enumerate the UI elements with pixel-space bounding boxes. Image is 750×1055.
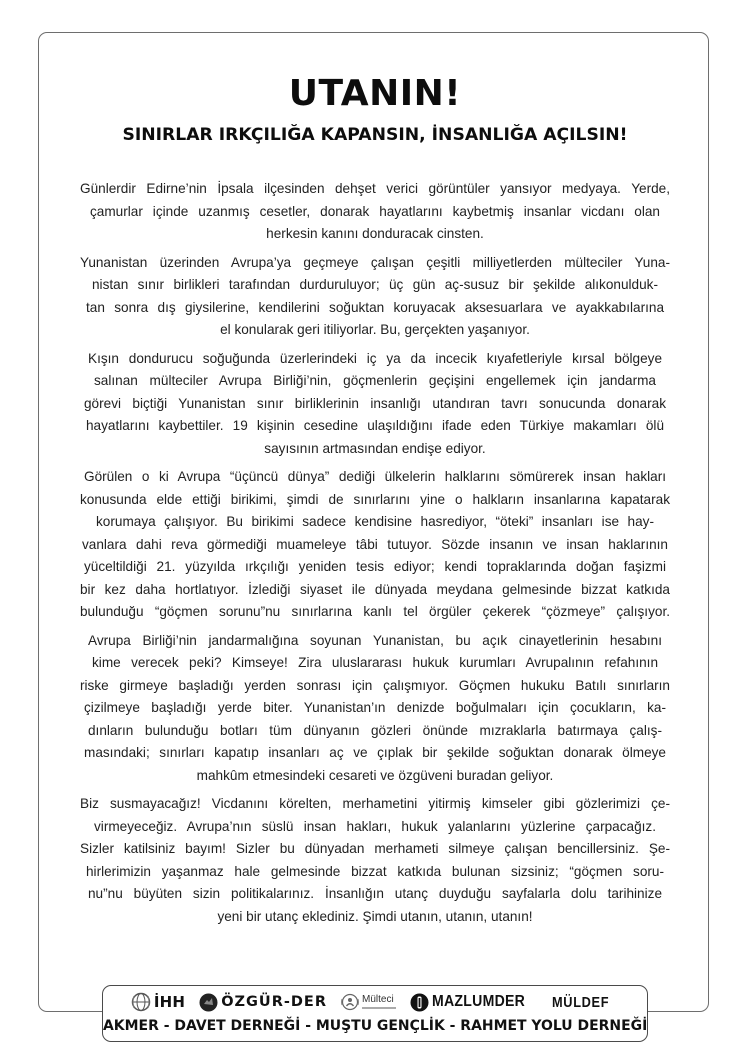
- article-body: [80, 178, 670, 934]
- text-line: Avrupa Birliği’nin jandarmalığına soyunan Yunanistan, bu açık cinayetlerinin hesabını: [88, 632, 662, 648]
- logo-ihh: [131, 992, 185, 1012]
- text-line: konusunda elde ettiği birikimi, şimdi de sınırlarını yine o halkların insanlarına kapatarak: [80, 491, 670, 507]
- logo-ozgur-der-text: ÖZGÜR-DER: [221, 994, 327, 1010]
- page-subtitle: SINIRLAR IRKÇILIĞA KAPANSIN, İNSANLIĞA AÇILSIN!: [122, 125, 628, 145]
- supporters-box: [102, 985, 648, 1042]
- text-line: dınların bulunduğu botları tüm dünyanın gözleri önünde mızraklarla batırmaya çalış-: [88, 722, 662, 738]
- logo-muldef-text: MÜLDEF: [551, 993, 609, 1011]
- paragraph: [80, 348, 670, 461]
- logo-muldef: [552, 994, 619, 1011]
- logo-ozgur-der: [199, 993, 327, 1012]
- text-line: riske girmeye başladığı yerden sonrası için çalışmıyor. Göçmen hukuku Batılı sınırların: [80, 677, 670, 693]
- text-line: korumaya çalışıyor. Bu birikimi sadece kendisine hasrediyor, “öteki” insanları ise hay-: [96, 514, 654, 529]
- text-line: bir kez daha hortlatıyor. İzlediği siyaset ile dünyada meydana gelmesinde bizzat katkıda: [80, 581, 670, 597]
- logo-multeci-subtext-graphic: [362, 1007, 396, 1009]
- text-line: mahkûm etmesindeki cesareti ve özgüveni buradan geliyor.: [196, 767, 554, 783]
- text-line: çamurlar içinde uzanmış cesetler, donarak hayatlarını kaybetmiş insanlar vicdanı olan: [90, 203, 660, 219]
- text-line: yeni bir utanç eklediniz. Şimdi utanın, utanın, utanın!: [217, 908, 533, 924]
- paragraph: [80, 252, 670, 342]
- dark-circle-emblem-icon: [199, 993, 218, 1012]
- globe-emblem-icon: [131, 992, 151, 1012]
- logo-mazlumder-text: MAZLUMDER: [432, 993, 526, 1010]
- text-line: yüceltildiği 21. yüzyılda ırkçılığı yeniden tesis ediyor; kendi topraklarında doğan faşizmi: [84, 559, 666, 574]
- text-line: Kışın dondurucu soğuğunda üzerlerindeki iç ya da incecik kıyafetleriyle kırsal bölgeye: [88, 350, 662, 366]
- text-line: sayısının artmasından endişe ediyor.: [264, 440, 486, 456]
- logo-multeci-text: Mülteci: [362, 994, 394, 1005]
- page-title: UTANIN!: [288, 73, 462, 114]
- text-line: herkesin kanını donduracak cinsten.: [266, 226, 484, 241]
- text-line: hayatlarını kaybettiler. 19 kişinin cesedine ulaşıldığını ifade eden Türkiye makamları ölü: [86, 418, 664, 433]
- text-line: hirlerimizin yaşanmaz hale gelmesinde bizzat katkıda bulunan sizsiniz; “göçmen soru-: [86, 863, 664, 879]
- logo-row: [103, 990, 647, 1014]
- refugee-family-emblem-icon: [341, 993, 359, 1011]
- text-line: vanlara dahi reva görmediği muameleye tâbi tutuyor. Sözde insanın ve insan haklarının: [82, 536, 668, 552]
- text-line: nu”nu büyüten sizin politikalarınız. İnsanlığın utanç duyduğu sayfalarla dolu tarihinize: [88, 886, 662, 901]
- logo-mazlumder: [410, 993, 538, 1012]
- logo-multeci: [341, 993, 396, 1011]
- text-line: Yunanistan üzerinden Avrupa’ya geçmeye çalışan çeşitli milliyetlerden mülteciler Yuna-: [80, 254, 670, 270]
- text-line: kime verecek peki? Kimseye! Zira uluslararası hukuk kurumları Avrupalının refahının: [92, 655, 658, 670]
- text-line: bulunduğu “göçmen sorunu”nu sınırlarına kanlı tel örgüler çekerek “çözmeye” çalışıyor.: [80, 604, 670, 619]
- logo-ihh-text: İHH: [153, 993, 186, 1011]
- text-line: virmeyeceğiz. Avrupa’nın süslü insan hakları, hukuk yalanlarını yüzlerine çarpacağız.: [94, 818, 656, 834]
- text-line: tan sonra dış giysilerine, kendilerini soğuktan koruyacak aksesuarlara ve ayakkabılarına: [86, 299, 664, 315]
- text-line: çizilmeye başladığı yerde biter. Yunanistan’ın denizde boğulmaları için çocukların, ka-: [84, 700, 666, 715]
- text-line: Görülen o ki Avrupa “üçüncü dünya” dediği ülkelerin halklarını sömürerek insan hakları: [84, 469, 666, 484]
- organizations-line: AKMER - DAVET DERNEĞİ - MUŞTU GENÇLİK - RAHMET YOLU DERNEĞİ: [103, 1018, 648, 1034]
- text-line: nistan sınır birlikleri tarafından durduruluyor; üç gün aç-susuz bir şekilde alıkonulduk-: [92, 277, 658, 292]
- text-line: görevi biçtiği Yunanistan sınır birliklerinin insanlığı utandıran tavrı sonucunda donarak: [84, 395, 666, 411]
- paragraph: [80, 630, 670, 788]
- text-line: salınan mülteciler Avrupa Birliği’nin, göçmenlerin geçişini engellemek için jandarma: [94, 373, 656, 388]
- paragraph: [80, 466, 670, 624]
- text-line: Günlerdir Edirne’nin İpsala ilçesinden dehşet verici görüntüler yansıyor medyaya. Yerde,: [80, 181, 670, 196]
- text-line: masındaki; sınırları kapatıp insanları aç ve çıplak bir şekilde soğuktan donarak ölmeye: [84, 745, 666, 760]
- hand-circle-emblem-icon: [410, 993, 429, 1012]
- text-line: Sizler katilsiniz bayım! Sizler bu dünyadan merhameti silmeye çalışan bencillersiniz. Şe-: [80, 841, 670, 856]
- text-line: el konularak geri itiliyorlar. Bu, gerçekten yaşanıyor.: [220, 322, 530, 337]
- paragraph: [80, 178, 670, 246]
- text-line: Biz susmayacağız! Vicdanını körelten, merhametini yitirmiş kimseler gibi gözlerimizi çe-: [80, 796, 670, 811]
- paragraph: [80, 793, 670, 928]
